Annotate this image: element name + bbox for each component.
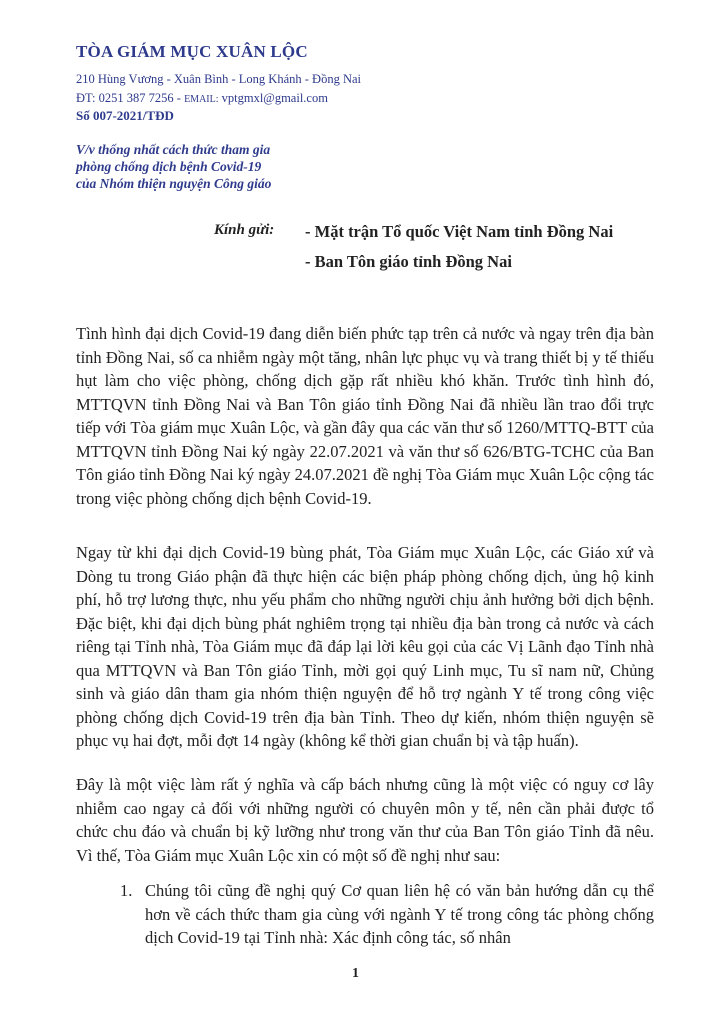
recipients-label: Kính gửi: <box>214 222 275 238</box>
subject-line-1: V/v thống nhất cách thức tham gia <box>76 142 271 157</box>
letterhead <box>76 42 361 109</box>
org-name: TÒA GIÁM MỤC XUÂN LỘC <box>76 42 308 61</box>
email-label: EMAIL: <box>184 94 219 105</box>
subject-line-2: phòng chống dịch bệnh Covid-19 <box>76 159 262 174</box>
org-address: 210 Hùng Vương - Xuân Bình - Long Khánh - Đồng Nai <box>76 72 361 86</box>
list-item-number: 1. <box>120 881 133 900</box>
page-number: 1 <box>352 966 359 981</box>
proposal-list <box>120 879 654 950</box>
org-contact: ĐT: 0251 387 7256 - EMAIL: vptgmxl@gmail.com <box>76 91 328 105</box>
phone-number: ĐT: 0251 387 7256 <box>76 91 174 105</box>
reference-number: Số 007-2021/TĐD <box>76 108 174 123</box>
subject-line-3: của Nhóm thiện nguyện Công giáo <box>76 176 272 191</box>
list-item: Chúng tôi cũng đề nghị quý Cơ quan liên hệ có văn bản hướng dẫn cụ thể hơn về cách thức tham gia cùng với ngành Y tế trong công tác phòng chống dịch Covid-19 tại Tỉnh nhà: Xác định công tác, số nhân <box>145 881 654 947</box>
subject-block <box>76 141 271 192</box>
body-paragraph-3: Đây là một việc làm rất ý nghĩa và cấp bách nhưng cũng là một việc có nguy cơ lây nhiễm cao ngay cả đối với những người có chuyên môn y tế, nên cần phải được tổ chức chu đáo và chuẩn bị kỹ lưỡng như trong văn thư của Ban Tôn giáo Tỉnh đã nêu. Vì thế, Tòa Giám mục Xuân Lộc xin có một số đề nghị như sau: <box>76 775 654 865</box>
recipient-2: - Ban Tôn giáo tỉnh Đồng Nai <box>305 252 512 271</box>
recipient-1: - Mặt trận Tổ quốc Việt Nam tỉnh Đồng Nai <box>305 222 614 241</box>
email-address: vptgmxl@gmail.com <box>221 91 328 105</box>
body-paragraph-2: Ngay từ khi đại dịch Covid-19 bùng phát, Tòa Giám mục Xuân Lộc, các Giáo xứ và Dòng tu trong Giáo phận đã thực hiện các biện pháp phòng chống dịch, ủng hộ kinh phí, hỗ trợ lương thực, nhu yếu phẩm cho những người chịu ảnh hưởng bởi dịch bệnh. Đặc biệt, khi đại dịch bùng phát nghiêm trọng tại nhiều địa bàn trong cả nước và cách riêng tại Tỉnh nhà, Tòa Giám mục đã đáp lại lời kêu gọi của các Vị Lãnh đạo Tỉnh nhà qua MTTQVN và Ban Tôn giáo Tỉnh, mời gọi quý Linh mục, Tu sĩ nam nữ, Chủng sinh và giáo dân tham gia nhóm thiện nguyện để hỗ trợ ngành Y tế trong công việc phòng chống dịch Covid-19 trên địa bàn Tỉnh. Theo dự kiến, nhóm thiện nguyện sẽ phục vụ hai đợt, mỗi đợt 14 ngày (không kể thời gian chuẩn bị và tập huấn). <box>76 543 654 750</box>
body-paragraph-1: Tình hình đại dịch Covid-19 đang diễn biến phức tạp trên cả nước và ngay trên địa bàn tỉnh Đồng Nai, số ca nhiễm ngày một tăng, nhân lực phục vụ và trang thiết bị y tế thiếu hụt làm cho việc phòng, chống dịch gặp rất nhiều khó khăn. Trước tình hình đó, MTTQVN tỉnh Đồng Nai và Ban Tôn giáo tỉnh Đồng Nai đã nhiều lần trao đổi trực tiếp với Tòa giám mục Xuân Lộc, và gần đây qua các văn thư số 1260/MTTQ-BTT của MTTQVN tỉnh Đồng Nai ký ngày 22.07.2021 và văn thư số 626/BTG-TCHC của Ban Tôn giáo tỉnh Đồng Nai ký ngày 24.07.2021 đề nghị Tòa Giám mục Xuân Lộc cộng tác trong việc phòng chống dịch bệnh Covid-19. <box>76 324 654 508</box>
